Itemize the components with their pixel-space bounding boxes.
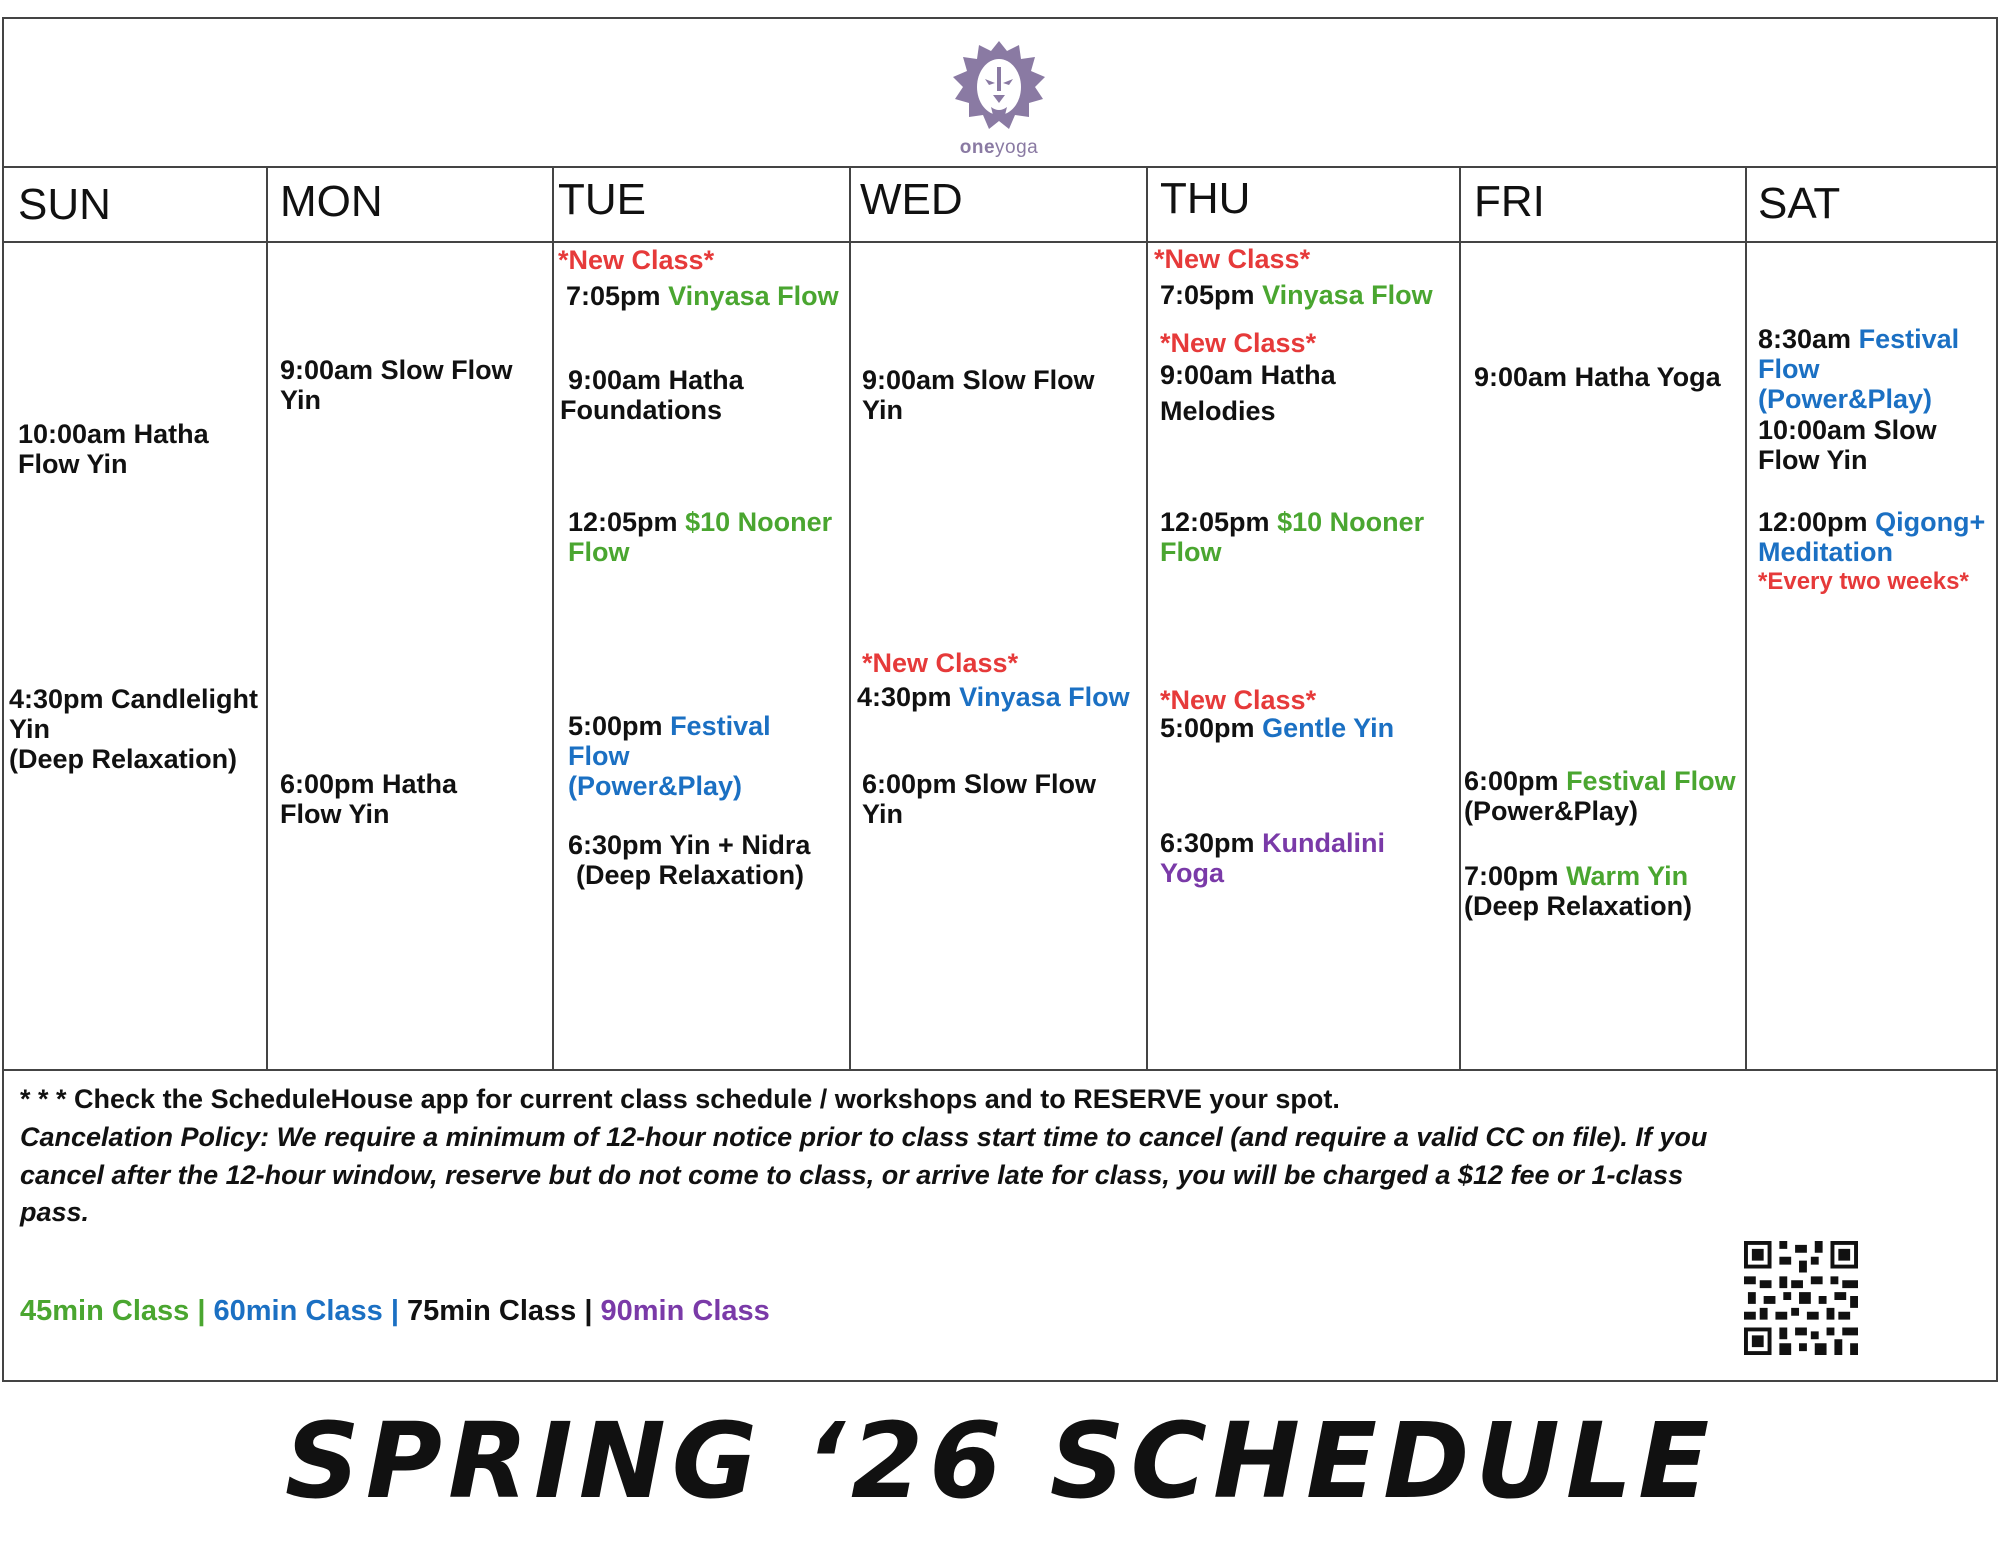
class-entry: *New Class* 7:05pm Vinyasa Flow xyxy=(558,245,839,311)
legend-90min: 90min Class xyxy=(600,1295,770,1327)
new-class-tag: *New Class* xyxy=(1154,244,1311,274)
class-entry: 9:00am Hatha Foundations xyxy=(560,365,744,425)
cancel-policy-line: Cancelation Policy: We require a minimum of 12-hour notice prior to class start time to cancel (and require a valid CC on file). If you xyxy=(20,1122,1708,1152)
class-entry: 9:00am Hatha Yoga xyxy=(1474,362,1721,392)
class-entry: 9:00am Slow Flow Yin xyxy=(280,355,513,415)
day-header-mon: MON xyxy=(280,177,383,226)
duration-legend: 45min Class | 60min Class | 75min Class | 90min Class xyxy=(20,1295,770,1327)
cancel-policy-line: pass. xyxy=(20,1197,90,1227)
class-entry: 6:30pm Yin + Nidra (Deep Relaxation) xyxy=(568,830,811,890)
class-entry: *New Class* 7:05pm Vinyasa Flow xyxy=(1154,244,1433,310)
legend-60min: 60min Class xyxy=(213,1295,383,1327)
day-header-thu: THU xyxy=(1160,174,1251,223)
class-entry: 6:00pm Hatha Flow Yin xyxy=(280,769,458,829)
class-entry: 9:00am Slow Flow Yin xyxy=(862,365,1095,425)
lion-head-icon xyxy=(949,37,1049,137)
days-divider xyxy=(4,241,1996,243)
day-header-tue: TUE xyxy=(558,175,646,224)
legend-75min: 75min Class xyxy=(407,1295,577,1327)
qr-code-icon[interactable] xyxy=(1744,1241,1858,1355)
class-entry: *New Class* 4:30pm Vinyasa Flow xyxy=(857,648,1130,712)
day-header-fri: FRI xyxy=(1474,177,1545,226)
legend-45min: 45min Class xyxy=(20,1295,190,1327)
app-note: * * * Check the ScheduleHouse app for current class schedule / workshops and to RESERVE your spot. xyxy=(20,1084,1340,1114)
class-entry: 6:00pm Slow Flow Yin xyxy=(862,769,1097,829)
col-divider xyxy=(849,166,851,1069)
col-divider xyxy=(266,166,268,1069)
col-divider xyxy=(1459,166,1461,1069)
cancel-policy-line: cancel after the 12-hour window, reserve but do not come to class, or arrive late for class, you will be charged a $12 fee or 1-class xyxy=(20,1160,1684,1190)
class-entry: 12:05pm $10 Nooner Flow xyxy=(1160,507,1425,567)
new-class-tag: *New Class* xyxy=(862,648,1019,678)
class-entry: 12:00pm Qigong+ Meditation *Every two weeks* xyxy=(1758,507,1986,595)
col-divider xyxy=(1745,166,1747,1069)
footer-divider xyxy=(4,1069,1996,1071)
every-two-weeks-note: *Every two weeks* xyxy=(1758,568,1969,595)
class-entry: *New Class* 5:00pm Gentle Yin xyxy=(1160,685,1395,743)
class-entry: *New Class* 9:00am Hatha Melodies xyxy=(1160,328,1336,426)
class-entry: 8:30am Festival Flow (Power&Play) xyxy=(1758,324,1960,414)
day-header-sun: SUN xyxy=(18,180,111,229)
new-class-tag: *New Class* xyxy=(1160,685,1317,715)
day-header-wed: WED xyxy=(860,175,963,224)
logo-wordmark: oneyoga xyxy=(959,137,1039,158)
class-entry: 7:00pm Warm Yin (Deep Relaxation) xyxy=(1464,861,1693,921)
new-class-tag: *New Class* xyxy=(558,245,715,275)
schedule-title: SPRING ‘26 SCHEDULE xyxy=(284,1400,1716,1522)
class-entry: 6:30pm Kundalini Yoga xyxy=(1160,828,1386,888)
oneyoga-logo xyxy=(949,37,1049,162)
schedule-sheet xyxy=(2,17,1998,1382)
class-entry: 4:30pm Candlelight Yin (Deep Relaxation) xyxy=(9,684,259,774)
col-divider xyxy=(552,166,554,1069)
class-entry: 6:00pm Festival Flow (Power&Play) xyxy=(1464,766,1736,826)
class-entry: 10:00am Slow Flow Yin xyxy=(1758,415,1937,475)
class-entry: 12:05pm $10 Nooner Flow xyxy=(568,507,833,567)
header-divider xyxy=(4,166,1996,168)
day-header-sat: SAT xyxy=(1758,179,1841,228)
class-entry: 10:00am Hatha Flow Yin xyxy=(18,419,209,479)
new-class-tag: *New Class* xyxy=(1160,328,1317,358)
col-divider xyxy=(1146,166,1148,1069)
class-entry: 5:00pm Festival Flow (Power&Play) xyxy=(568,711,771,801)
